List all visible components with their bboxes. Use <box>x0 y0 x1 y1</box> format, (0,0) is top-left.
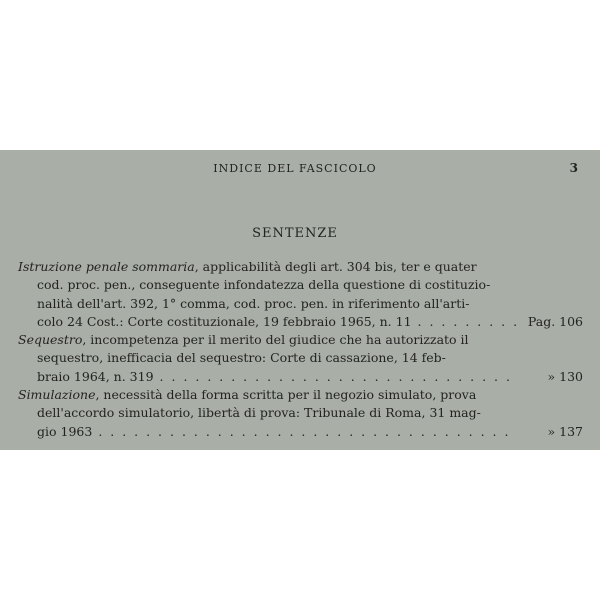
entry-text: braio 1964, n. 319 <box>37 368 154 384</box>
dot-leader <box>418 313 517 331</box>
entry-line <box>18 331 583 349</box>
index-entry-sequestro <box>18 331 583 386</box>
entry-keyword: Istruzione penale sommaria <box>18 259 195 274</box>
index-entry-istruzione <box>18 258 583 331</box>
document-page <box>0 150 600 450</box>
section-title: SENTENZE <box>252 226 338 241</box>
entry-keyword: Simulazione <box>18 387 96 403</box>
index-entries <box>18 258 583 441</box>
dot-leader <box>98 423 517 441</box>
entry-text: cod. proc. pen., conseguente infondatezza della questione di costituzio- <box>37 277 491 293</box>
entry-keyword: Sequestro <box>18 332 83 348</box>
entry-line <box>18 258 583 276</box>
entry-text: , applicabilità degli art. 304 bis, ter e quater <box>194 259 477 274</box>
entry-text: gio 1963 <box>37 423 93 439</box>
entry-line <box>18 313 583 331</box>
entry-text: dell'accordo simulatorio, libertà di prova: Tribunale di Roma, 31 mag- <box>37 405 481 421</box>
entry-page-ref: » 137 <box>547 423 583 439</box>
entry-line <box>18 295 583 313</box>
entry-text: , incompetenza per il merito del giudice che ha autorizzato il <box>82 332 469 348</box>
running-header-page-number: 3 <box>569 161 578 175</box>
entry-page-ref: Pag. 106 <box>527 313 583 329</box>
running-header-title: INDICE DEL FASCICOLO <box>213 162 377 175</box>
entry-page-ref: » 130 <box>547 368 583 384</box>
entry-text: colo 24 Cost.: Corte costituzionale, 19 febbraio 1965, n. 11 <box>37 313 412 329</box>
entry-line <box>18 368 583 386</box>
entry-line <box>18 386 583 404</box>
index-entry-simulazione <box>18 386 583 441</box>
entry-line <box>18 276 583 294</box>
entry-line <box>18 349 583 367</box>
dot-leader <box>160 368 517 386</box>
entry-line <box>18 404 583 422</box>
entry-text: sequestro, inefficacia del sequestro: Corte di cassazione, 14 feb- <box>37 350 446 366</box>
entry-text: nalità dell'art. 392, 1° comma, cod. proc. pen. in riferimento all'arti- <box>37 295 470 311</box>
entry-line <box>18 423 583 441</box>
entry-text: , necessità della forma scritta per il negozio simulato, prova <box>95 387 477 403</box>
